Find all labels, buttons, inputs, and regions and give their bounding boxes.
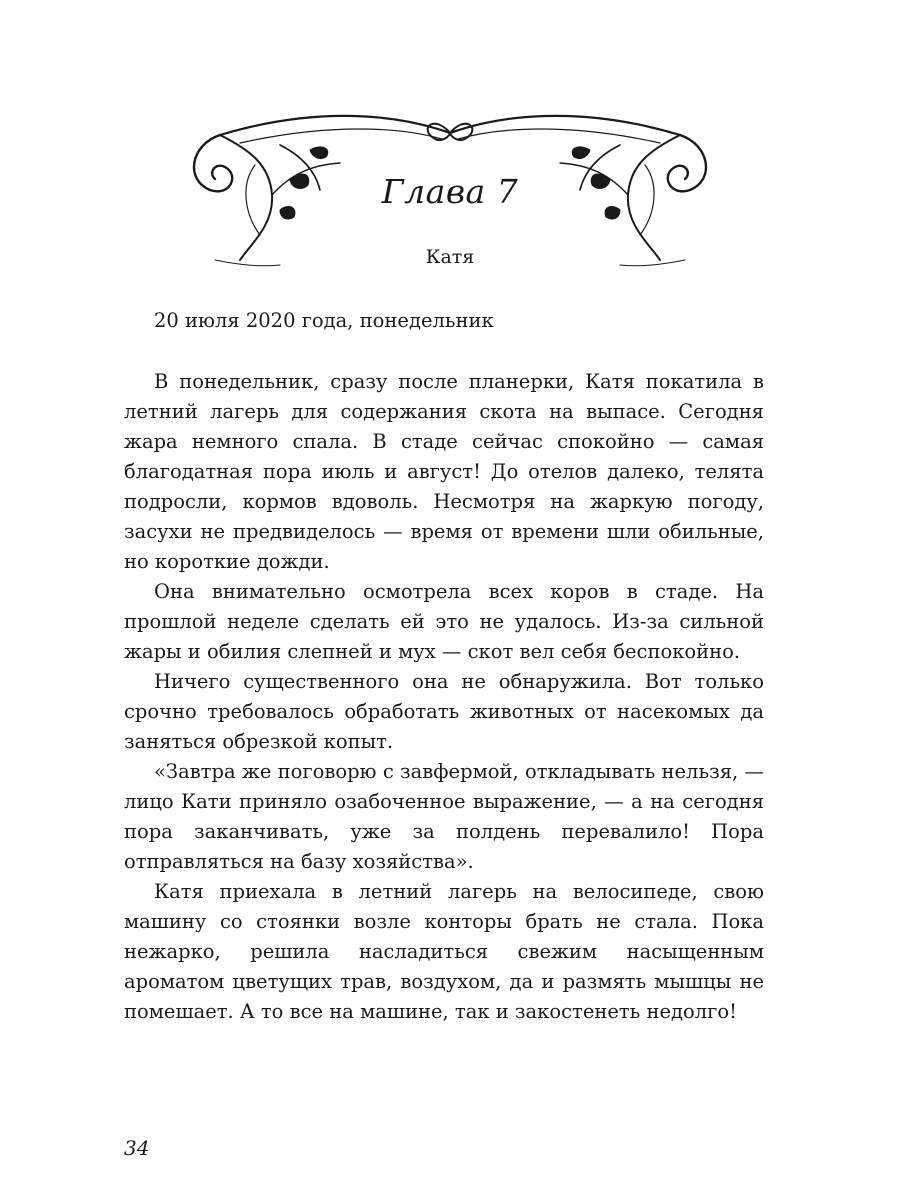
- paragraph: В понедельник, сразу после планерки, Катя покатила в летний лагерь для содержания скота на выпасе. Сегодня жара немного спала. В стаде сейчас спокойно — самая благодатная пора июль и август! До отелов далеко, телята подросли, кормов вдоволь. Несмотря на жаркую погоду, засухи не предвиделось — время от времени шли обильные, но короткие дожди.: [124, 370, 764, 573]
- date-line: 20 июля 2020 года, понедельник: [154, 309, 494, 332]
- paragraph: Ничего существенного она не обнаружила. Вот только срочно требовалось обработать животных от насекомых да заняться обрезкой копыт.: [124, 670, 764, 753]
- chapter-name: Катя: [425, 246, 475, 268]
- paragraph: «Завтра же поговорю с завфермой, откладывать нельзя, — лицо Кати приняло озабоченное выражение, — а на сегодня пора заканчивать, уже за полдень перевалило! Пора отправляться на базу хозяйства».: [124, 760, 764, 873]
- page-number: 34: [124, 1136, 150, 1160]
- paragraph: Она внимательно осмотрела всех коров в стаде. На прошлой неделе сделать ей это не удалось. Из-за сильной жары и обилия слепней и мух — скот вел себя беспокойно.: [124, 580, 764, 663]
- paragraph: Катя приехала в летний лагерь на велосипеде, свою машину со стоянки возле конторы брать не стала. Пока нежарко, решила насладиться свежим насыщенным ароматом цветущих трав, воздухом, да и размять мышцы не помешает. А то все на машине, так и закостенеть недолго!: [124, 880, 764, 1023]
- body-text: [124, 306, 764, 1027]
- chapter-title: Глава 7: [381, 172, 519, 211]
